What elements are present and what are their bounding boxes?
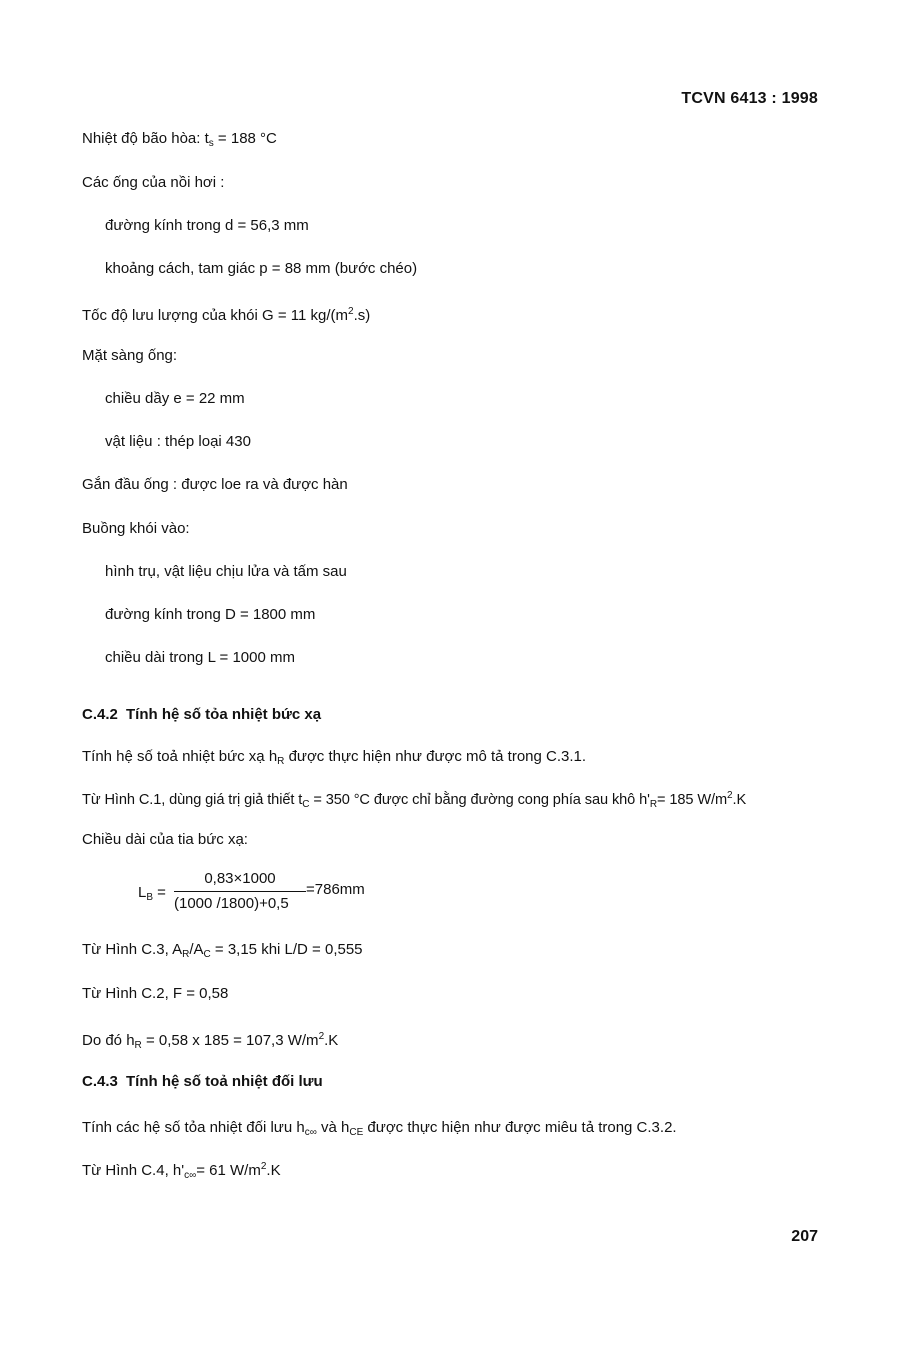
standard-header: TCVN 6413 : 1998 <box>681 90 818 107</box>
section-heading-c42 <box>82 706 321 724</box>
radiation-coefficient-paragraph: Tính hệ số toả nhiệt bức xạ $h_R$ được thực hiện như được mô tả trong C.3.1. <box>82 748 587 767</box>
figure-c3-line: Từ Hình C.3, $A_R/A_C = 3,15$ khi L/D = 0,555 <box>82 941 363 960</box>
tube-attachment-line: Gắn đầu ống : được loe ra và được hàn <box>82 476 348 493</box>
figure-c1-paragraph: Từ Hình C.1, dùng giá trị giả thiết $t_C = 350$ °C được chỉ bằng đường cong phía sau khô $h'_R= 185$ $W/m^2.K$ <box>82 790 747 810</box>
section-title: Tính hệ số tỏa nhiệt bức xạ <box>126 706 322 723</box>
section-title: Tính hệ số toả nhiệt đối lưu <box>126 1073 323 1090</box>
figure-c4-line: Từ Hình C.4, $h'_{c\infty}= 61$ $W/m^2.K$ <box>82 1161 281 1181</box>
inlet-chamber-diameter-line: đường kính trong D = 1800 mm <box>105 606 316 623</box>
figure-c2-line: Từ Hình C.2, F = 0,58 <box>82 985 229 1002</box>
section-heading-c43 <box>82 1073 323 1091</box>
formula-result: =786mm <box>306 881 365 898</box>
tube-pitch-line: khoảng cách, tam giác p = 88 mm (bước chéo) <box>105 260 418 277</box>
tube-inner-diameter-line: đường kính trong d = 56,3 mm <box>105 217 309 234</box>
section-number: C.4.2 <box>82 706 118 723</box>
saturation-temperature-line: Nhiệt độ bão hòa: $t_s = 188$ °C <box>82 130 277 149</box>
section-number: C.4.3 <box>82 1073 118 1090</box>
document-page: TCVN 6413 : 1998 Nhiệt độ bão hòa: $t_s = 188$ °C Các ống của nồi hơi : đường kính trong d = 56,3 mm khoảng cách, tam giác p = 88 mm (bước chéo) Tốc độ lưu lượng của khói G = 11 $kg/(m^2.s)$ Mặt sàng ống: chiều dầy e = 22 mm vật liệu : thép loại 430 Gắn đầu ống : được loe ra và được hàn Buồng khói vào: hình trụ, vật liệu chịu lửa và tấm sau đường kính trong D = 1800 mm chiều dài trong L = 1000 mm C.4.2 Tính hệ số tỏa nhiệt bức xạ Tính hệ số toả nhiệt bức xạ $h_R$ được thực hiện như được mô tả trong C.3.1. Từ Hình C.1, dùng giá trị giả thiết $t_C = 350$ °C được chỉ bằng đường cong phía sau khô $h'_R= 185$ $W/m^2.K$ Chiều dài của tia bức xạ: $L_B$ = 0,83×1000 (1000 /1800)+0,5 =786mm Từ Hình C.3, $A_R/A_C = 3,15$ khi L/D = 0,555 Từ Hình C.2, F = 0,58 Do đó $h_R = 0,58$ x 185 = 107,3 $W/m^2.K$ C.4.3 Tính hệ số toả nhiệt đối lưu Tính các hệ số tỏa nhiệt đối lưu $h_{c\infty}$ và $h_{CE}$ được thực hiện như được miêu tả trong C.3.2. Từ Hình C.4, $h'_{c\infty}= 61$ $W/m^2.K$ 207 <box>82 90 818 1245</box>
tube-plate-thickness-line: chiều dầy e = 22 mm <box>105 390 245 407</box>
inlet-chamber-type-line: hình trụ, vật liệu chịu lửa và tấm sau <box>105 563 347 580</box>
formula-denominator: (1000 /1800)+0,5 <box>174 895 289 912</box>
inlet-chamber-heading: Buồng khói vào: <box>82 520 190 537</box>
convection-coefficient-paragraph: Tính các hệ số tỏa nhiệt đối lưu $h_{c\infty}$ và $h_{CE}$ được thực hiện như được miêu tả trong C.3.2. <box>82 1119 677 1138</box>
radiation-result-line: Do đó $h_R = 0,58$ x 185 = 107,3 $W/m^2.K$ <box>82 1031 339 1051</box>
gas-mass-flow-line: Tốc độ lưu lượng của khói G = 11 $kg/(m^2.s)$ <box>82 306 371 324</box>
formula-fraction <box>174 870 306 913</box>
page-number: 207 <box>791 1228 818 1245</box>
beam-length-label: Chiều dài của tia bức xạ: <box>82 831 248 848</box>
inlet-chamber-length-line: chiều dài trong L = 1000 mm <box>105 649 295 666</box>
tube-plate-heading: Mặt sàng ống: <box>82 347 178 364</box>
boiler-tubes-heading: Các ống của nồi hơi : <box>82 174 225 191</box>
formula-numerator: 0,83×1000 <box>204 870 276 887</box>
tube-plate-material-line: vật liệu : thép loại 430 <box>105 433 251 450</box>
